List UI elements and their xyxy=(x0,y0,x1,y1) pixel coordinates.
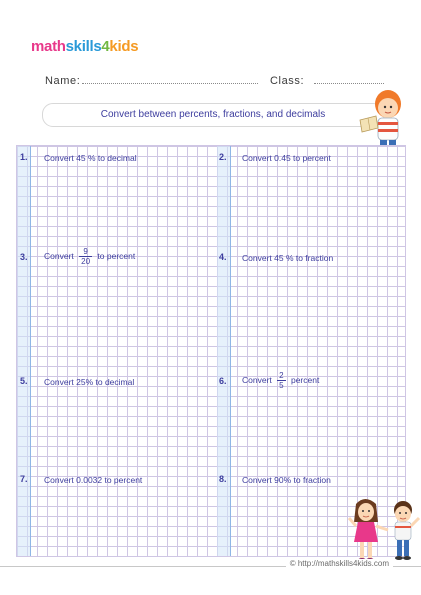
question-text: Convert $\frac{9}{20}$ to percent xyxy=(44,247,136,266)
question-text: Convert 25% to decimal xyxy=(44,377,135,387)
name-line[interactable] xyxy=(82,74,258,84)
class-line[interactable] xyxy=(314,74,384,84)
question-number: 1. xyxy=(20,152,28,162)
middle-margin-band xyxy=(217,146,230,556)
question-text: Convert 45 % to fraction xyxy=(242,253,334,263)
name-label: Name: xyxy=(45,75,81,87)
question-text: Convert 90% to fraction xyxy=(242,475,331,485)
kids-illustration xyxy=(348,496,421,566)
question-text: Convert 45 % to decimal xyxy=(44,153,137,163)
fraction: $\frac{9}{20}$ xyxy=(81,247,91,266)
question-text: Convert 0.45 to percent xyxy=(242,153,331,163)
site-logo: mathskills4kids xyxy=(31,38,139,55)
name-field[interactable] xyxy=(45,74,258,87)
question-number: 5. xyxy=(20,376,28,386)
footer-copyright[interactable]: © http://mathskills4kids.com xyxy=(286,559,393,568)
middle-margin-line xyxy=(230,146,231,556)
fraction: $\frac{2}{5}$ xyxy=(279,371,284,390)
worksheet-title: Convert between percents, fractions, and decimals xyxy=(42,103,384,127)
left-margin-band xyxy=(17,146,30,556)
question-number: 6. xyxy=(219,376,227,386)
class-label: Class: xyxy=(270,75,305,87)
question-number: 4. xyxy=(219,252,227,262)
left-margin-line xyxy=(30,146,31,556)
question-number: 2. xyxy=(219,152,227,162)
question-number: 7. xyxy=(20,474,28,484)
question-text: Convert 0.0032 to percent xyxy=(44,475,143,485)
question-number: 3. xyxy=(20,252,28,262)
question-text: Convert $\frac{2}{5}$ percent xyxy=(242,371,320,390)
question-number: 8. xyxy=(219,474,227,484)
